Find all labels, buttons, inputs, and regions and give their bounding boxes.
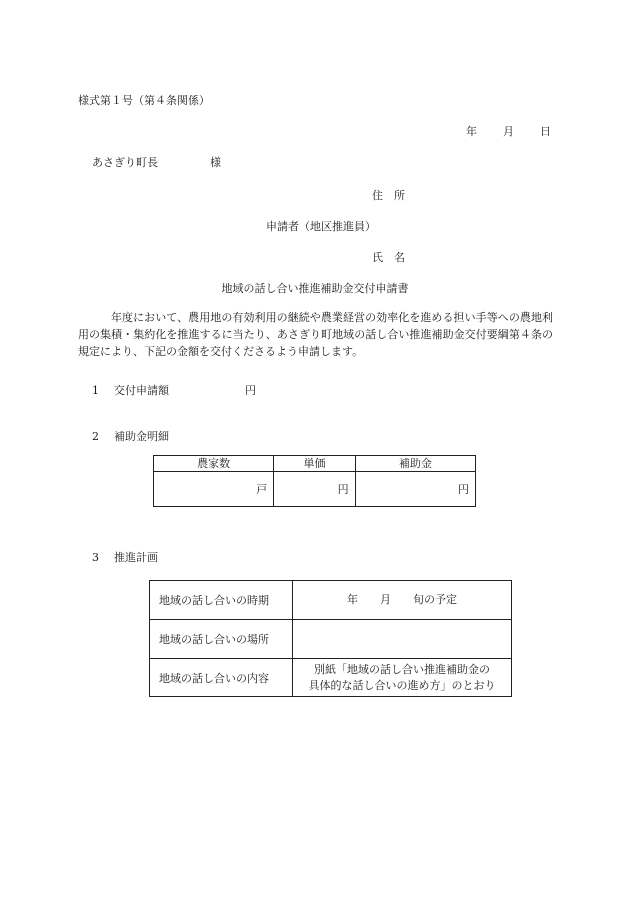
- table-row: [154, 472, 476, 507]
- section-3-number: 3: [92, 551, 99, 564]
- document-title: 地域の話し合い推進補助金交付申請書: [221, 282, 409, 295]
- form-number: 様式第１号（第４条関係）: [78, 94, 210, 107]
- subsidy-detail-table: [153, 455, 476, 507]
- cell-farm-count[interactable]: 戸: [154, 472, 274, 507]
- plan-value-place[interactable]: [293, 620, 512, 659]
- date-month: 月: [503, 125, 514, 138]
- section-1-number: 1: [92, 384, 99, 397]
- table-header-row: [154, 456, 476, 472]
- body-paragraph: 年度において、農用地の有効利用の継続や農業経営の効率化を進める担い手等への農地利用の集積・集約化を推進するに当たり、あさぎり町地域の話し合い推進補助金交付要綱第４条の規定により、下記の金額を交付くださるよう申請します。: [78, 311, 553, 358]
- plan-value-timing[interactable]: 年 月 旬の予定: [293, 581, 512, 620]
- date-line: [466, 125, 551, 139]
- cell-unit-price[interactable]: 円: [274, 472, 355, 507]
- cell-subsidy[interactable]: 円: [355, 472, 475, 507]
- plan-label-place: 地域の話し合いの場所: [150, 620, 293, 659]
- date-year: 年: [466, 125, 477, 138]
- section-3-label: 推進計画: [114, 551, 158, 564]
- plan-label-content: 地域の話し合いの内容: [150, 659, 293, 697]
- addressee-name: あさぎり町長: [92, 156, 158, 169]
- header-subsidy: 補助金: [355, 456, 475, 472]
- section-2: [92, 430, 169, 444]
- section-3: [92, 551, 158, 565]
- table-row: [150, 659, 512, 697]
- address-label: 住 所: [372, 189, 405, 202]
- plan-label-timing: 地域の話し合いの時期: [150, 581, 293, 620]
- name-label: 氏 名: [372, 251, 405, 264]
- plan-value-content-line2: 具体的な話し合いの進め方」のとおり: [308, 678, 496, 692]
- applicant-role-label: 申請者（地区推進員）: [266, 220, 376, 233]
- header-unit-price: 単価: [274, 456, 355, 472]
- plan-value-content[interactable]: [293, 659, 512, 697]
- section-1: [92, 384, 256, 398]
- section-1-unit: 円: [245, 384, 256, 397]
- section-1-label: 交付申請額: [114, 384, 169, 397]
- table-row: [150, 620, 512, 659]
- section-2-number: 2: [92, 430, 99, 443]
- promotion-plan-table: [149, 580, 512, 697]
- addressee-suffix: 様: [210, 156, 221, 169]
- header-farm-count: 農家数: [154, 456, 274, 472]
- date-day: 日: [540, 125, 551, 138]
- plan-value-content-line1: 別紙「地域の話し合い推進補助金の: [314, 662, 490, 676]
- addressee-line: [92, 156, 221, 170]
- table-row: [150, 581, 512, 620]
- section-2-label: 補助金明細: [114, 430, 169, 443]
